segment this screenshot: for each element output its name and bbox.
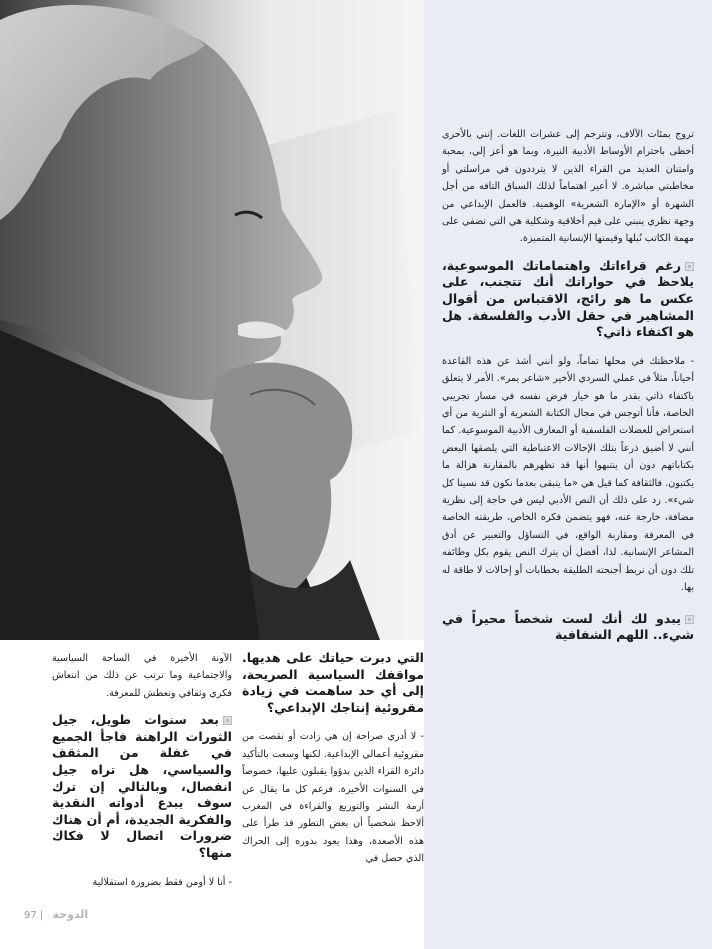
paragraph-answer-continued: الآونة الأخيرة في الساحة السياسية والاجتماعية وما ترتب عن ذلك من انتعاش فكري وثقافي وتعطش للمعرفة. [52,653,232,699]
page-number: 97 [24,910,37,921]
question-text: بعد سنوات طويل، جيل الثورات الراهنة فاجأ الجميع في غفلة من المثقف والسياسي، هل تراه جيل انفصال، وبالتالي إن ترك سوف يبدع أدواته النقدية والفكرية الجديدة، أم أن هناك ضرورات اتصال لا فكاك منها؟ [52,712,232,860]
footer-separator: | [39,910,44,921]
paragraph-answer: - ملاحظتك في محلها تماماً، ولو أنني أشذ عن هذه القاعدة أحياناً، مثلاً في عملي السردي الأخير «شاعر يمر». الأمر لا يتعلق باكتفاء ذاتي بقدر ما هو خيار فرض نفسه في مسار تجريبي الخاصة، فأنا أتوجس في مجال الكتابة الشعرية أو النثرية من أي استعراض للعضلات الفلسفية أو المعارف الأدبية الموسوعية. كما أنني لا أضيق ذرعاً بتلك الإحالات الاعتباطية التي يلصقها البعض بكتاباتهم دون أن ينتبهوا أنها قد تظهرهم بالمقارنة هزالة ما يكتبون. فالثقافة كما قيل هي «ما يتبقى بعدما نكون قد نسينا كل شيء». زد على ذلك أن النص الأدبي ليس في حاجة إلى نظرية مضافة، خارجة عنه، فهو يتضمن فكره الخاص، طريقته الخاصة في المعرفة ومقاربة الواقع، في التساؤل والتعبير عن أدق المشاعر الإنسانية. لذا، أفضل أن يترك النص يقوم بكل وظائفه تلك دون أن نربط أجنحته الطليقة بخطابات أو إحالات لا طاقة له بها. [442,355,694,594]
square-q-icon [685,262,694,271]
portrait-illustration [0,0,424,640]
square-q-icon [223,716,232,725]
left-column-text [52,650,232,897]
paragraph-answer-continued: تروج بمئات الآلاف، وتترجم إلى عشرات اللغات. إنني بالأحرى أحظى باحترام الأوساط الأدبية النيرة، وبما هو أعز إلي، بمحبة وامتنان العديد من القراء الذين لا يترددون في مراسلتي أو مخاطبتي مباشرة. لا أعير اهتماماً لذلك السباق التافه من أجل الشهرة أو «الإمارة الشعرية» الوهمية. فالعمل الإبداعي من وجهة نظري ينبني على قيم أخلاقية وشكلية هي التي تضفي على مهمة الكاتب نُبلها وقيمتها الإنسانية المتميزة. [442,129,694,245]
square-q-icon [685,615,694,624]
interview-question: التي دبرت حياتك على هديها. مواقفك السياسية الصريحة، إلى أي حد ساهمت في زيادة مقروئية إنتاجك الإبداعي؟ [242,650,424,715]
interview-question [52,712,232,861]
question-text: رغم قراءاتك واهتماماتك الموسوعية، يلاحظ في حواراتك أنك تتجنب، على عكس ما هو رائج، الاقتباس من أقوال المشاهير في حقل الأدب والفلسفة. هل هو اكتفاء ذاتي؟ [442,257,694,340]
paragraph-answer: - لا أدري صراحة إن هي زادت أو نقصت من مقروئية أعمالي الإبداعية. لكنها وسعت بالتأكيد دائرة القراء الذين بدؤوا يقبلون عليها، خصوصاً في السنوات الأخيرة. فرغم كل ما يقال عن أزمة النشر والتوزيع والقراءة في المغرب ألاحظ شخصياً أن بعض التطور قد طرأ على هذه الأصعدة، وهذا يعود بدوره إلى الحراك الذي حصل في [242,731,424,865]
interview-question [442,611,694,644]
question-text: يبدو لك أنك لست شخصاً محيراً في شيء.. اللهم الشفافية [442,610,694,643]
middle-column-text [242,650,424,874]
paragraph-answer: - أنا لا أومن فقط بضرورة استقلالية [92,876,232,888]
interview-question [442,258,694,341]
portrait-photo [0,0,424,640]
right-column-text [442,126,694,656]
magazine-logo: الدوحة [52,908,89,921]
page-footer [24,908,88,921]
